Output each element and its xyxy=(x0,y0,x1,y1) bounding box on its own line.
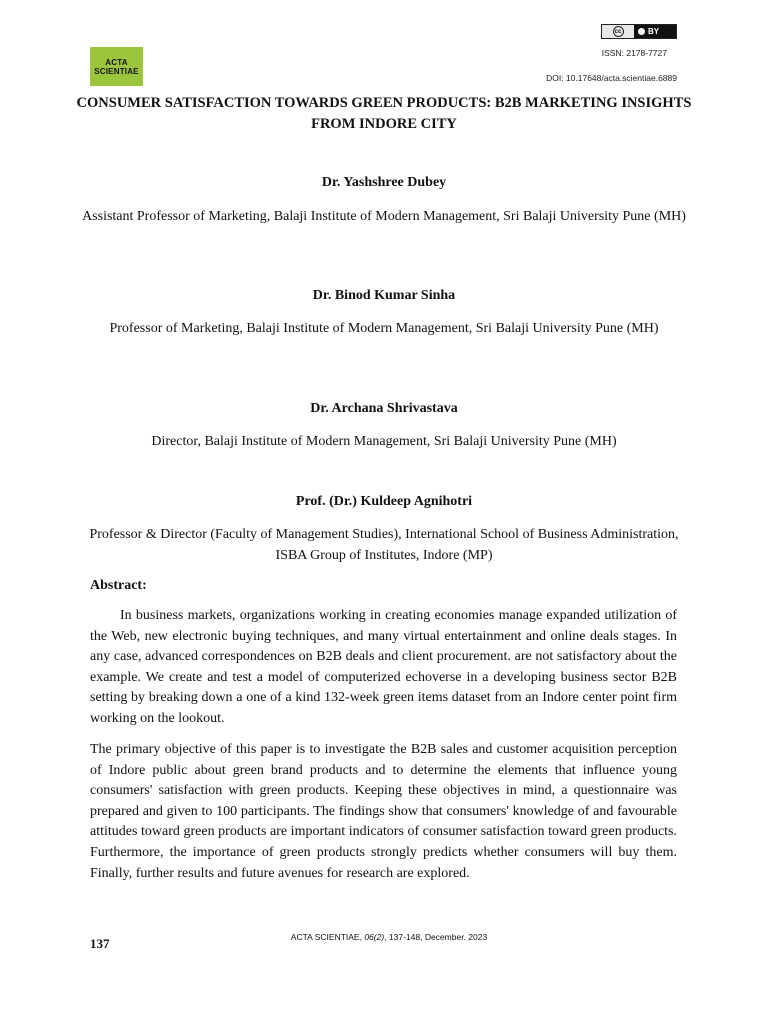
attribution-icon xyxy=(638,28,645,35)
issn: ISSN: 2178-7727 xyxy=(601,48,667,58)
author-name-3: Dr. Archana Shrivastava xyxy=(310,401,458,416)
author-affiliation-1: Assistant Professor of Marketing, Balaji Institute of Modern Management, Sri Balaji University Pune (MH) xyxy=(82,209,686,224)
abstract-heading: Abstract: xyxy=(90,578,147,593)
logo-text-line1: ACTA xyxy=(105,57,128,67)
license-by-label: BY xyxy=(648,27,660,36)
author-name-1: Dr. Yashshree Dubey xyxy=(321,175,447,190)
cc-license-badge[interactable] xyxy=(601,24,677,39)
logo-text-line2: SCIENTIAE xyxy=(94,66,139,76)
page-number: 137 xyxy=(90,936,110,951)
cc-icon: cc xyxy=(613,26,624,37)
citation-pages-date: , 137-148, December. 2023 xyxy=(384,932,488,942)
paper-title: CONSUMER SATISFACTION TOWARDS GREEN PRODUCTS: B2B MARKETING INSIGHTS FROM INDORE CITY xyxy=(76,95,692,132)
journal-logo xyxy=(90,47,143,86)
journal-citation xyxy=(200,932,578,942)
author-affiliation-4: Professor & Director (Faculty of Management Studies), International School of Business Administration, ISBA Group of Institutes, Indore (MP) xyxy=(89,527,679,563)
citation-volume: 06(2) xyxy=(364,932,385,942)
author-affiliation-2: Professor of Marketing, Balaji Institute of Modern Management, Sri Balaji University Pune (MH) xyxy=(109,321,659,336)
citation-journal: ACTA SCIENTIAE, xyxy=(290,932,365,942)
author-name-4: Prof. (Dr.) Kuldeep Agnihotri xyxy=(295,494,473,509)
abstract-paragraph-1: In business markets, organizations working in creating economies manage expanded utilization of the Web, new electronic buying techniques, and many virtual entertainment and online deals stages. In any case, advanced correspondences on B2B deals and client procurement. are not satisfactory about the example. We create and test a model of computerized echoverse in a developing business sector B2B setting by breaking down a one of a kind 132-week green items dataset from an Indore center point firm working on the lookout. xyxy=(90,608,677,726)
author-affiliation-3: Director, Balaji Institute of Modern Management, Sri Balaji University Pune (MH) xyxy=(151,434,617,449)
abstract-paragraph-2: The primary objective of this paper is to investigate the B2B sales and customer acquisition perception of Indore public about green brand products and to determine the elements that influence young consumers' satisfaction with green products. Keeping these objectives in mind, a questionnaire was prepared and given to 100 participants. The findings show that consumers' knowledge of and favourable attitudes toward green products are important indicators of consumer satisfaction toward green products. Furthermore, the importance of green products strongly predicts whether consumers will buy them. Finally, further results and future avenues for research are explored. xyxy=(90,742,677,881)
author-name-2: Dr. Binod Kumar Sinha xyxy=(312,288,456,303)
doi-link[interactable]: DOI: 10.17648/acta.scientiae.6889 xyxy=(546,73,677,83)
